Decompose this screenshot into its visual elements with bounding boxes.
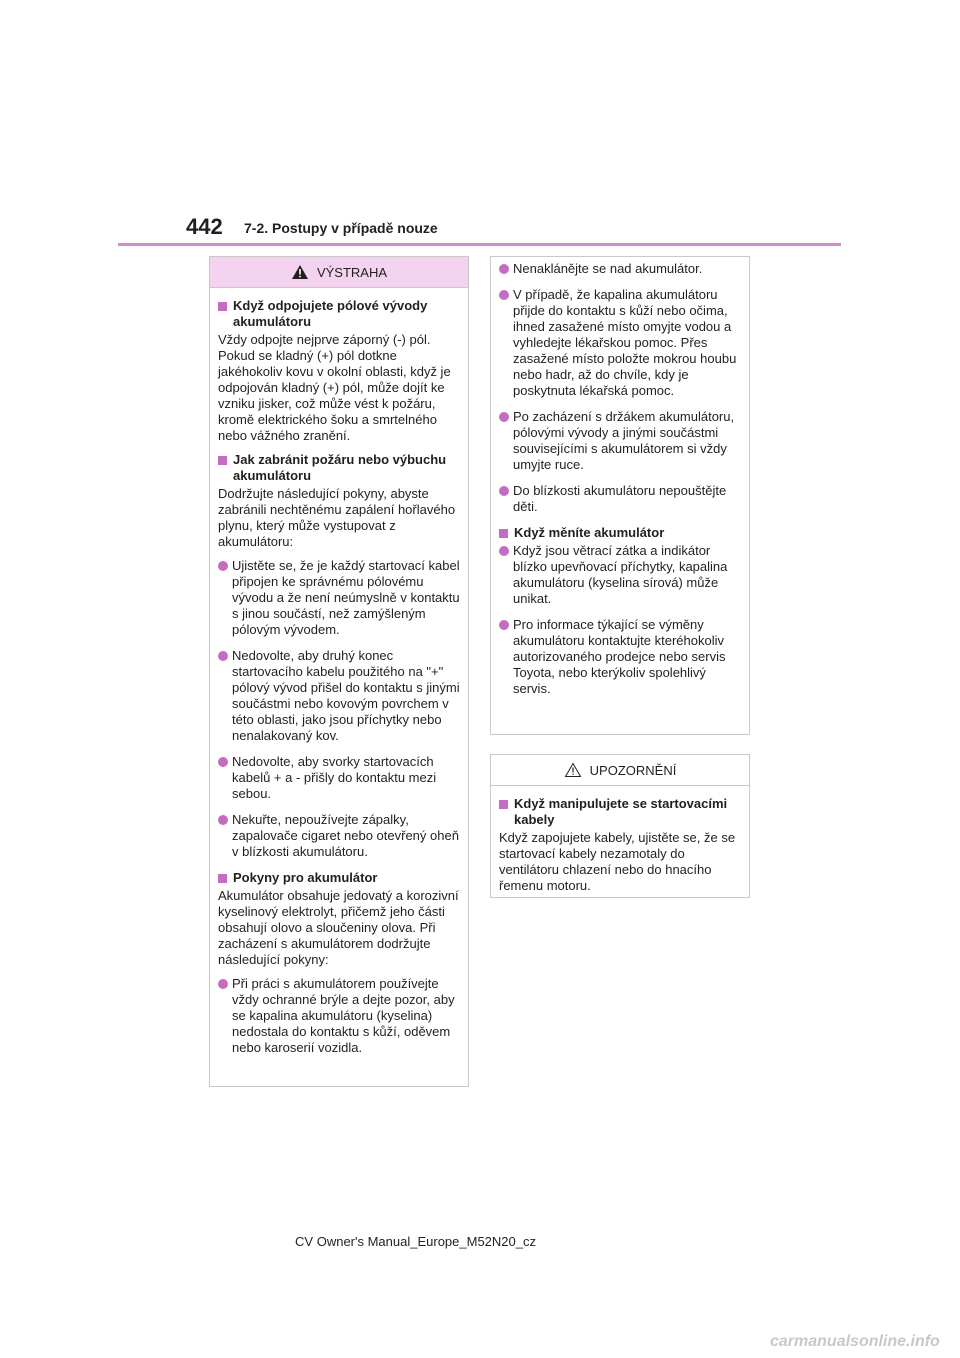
dot-bullet-icon: [218, 561, 228, 571]
warning-continued-box: [490, 256, 750, 735]
notice-paragraph: Když zapojujete kabely, ujistěte se, že se startovací kabely nezamotaly do ventilátoru chlazení nebo do hnacího řemenu motoru.: [499, 830, 736, 893]
square-bullet-icon: [218, 456, 227, 465]
warning-section-heading: Pokyny pro akumulátor: [218, 870, 461, 886]
list-item: Nedovolte, aby svorky startovacích kabelů + a - přišly do kontaktu mezi sebou.: [218, 754, 461, 802]
list-item: V případě, že kapalina akumulátoru přijde do kontaktu s kůží nebo očima, ihned zasažené místo omyjte vodou a vyhledejte lékařskou pomoc. Přes zasažené místo položte mokrou houbu nebo hadr, až do chvíle, kdy je poskytnuta lékařská pomoc.: [499, 287, 742, 399]
dot-bullet-icon: [499, 412, 509, 422]
dot-bullet-icon: [218, 979, 228, 989]
list-item: Nekuřte, nepoužívejte zápalky, zapalovače cigaret nebo otevřený oheň v blízkosti akumulátoru.: [218, 812, 461, 860]
list-item: Ujistěte se, že je každý startovací kabel připojen ke správnému pólovému vývodu a že není neúmyslně v kontaktu s jinou součástí, než zamýšleným pólovým vývodem.: [218, 558, 461, 638]
square-bullet-icon: [218, 874, 227, 883]
list-item: Pro informace týkající se výměny akumulátoru kontaktujte kteréhokoliv autorizovaného prodejce nebo servis Toyota, nebo kterýkoliv spolehlivý servis.: [499, 617, 742, 697]
list-item: Při práci s akumulátorem používejte vždy ochranné brýle a dejte pozor, aby se kapalina akumulátoru (kyselina) nedostala do kontaktu s kůží, oděvem nebo karoserií vozidla.: [218, 976, 461, 1056]
square-bullet-icon: [499, 529, 508, 538]
square-bullet-icon: [499, 800, 508, 809]
notice-body: [491, 786, 749, 894]
notice-title: UPOZORNĚNÍ: [589, 762, 677, 778]
warning-paragraph: Dodržujte následující pokyny, abyste zabránili nechtěnému zapálení hořlavého plynu, který může vystupovat z akumulátoru:: [218, 486, 456, 549]
list-item: Po zacházení s držákem akumulátoru, pólovými vývody a jinými součástmi souvisejícími s akumulátorem si vždy umyjte ruce.: [499, 409, 742, 473]
dot-bullet-icon: [499, 290, 509, 300]
warning-paragraph: Vždy odpojte nejprve záporný (-) pól. Pokud se kladný (+) pól dotkne jakéhokoliv kovu v okolní oblasti, když je odpojován kladný (+) pól, může dojít ke vzniku jisker, což může vést k požáru, kromě elektrického šoku a smrtelného nebo vážného zranění.: [218, 332, 451, 443]
square-bullet-icon: [218, 302, 227, 311]
dot-bullet-icon: [218, 651, 228, 661]
dot-bullet-icon: [499, 620, 509, 630]
warning-body: [210, 288, 468, 1056]
dot-bullet-icon: [499, 486, 509, 496]
footer-text: CV Owner's Manual_Europe_M52N20_cz: [295, 1234, 536, 1249]
list-item: Nedovolte, aby druhý konec startovacího kabelu použitého na "+" pólový vývod přišel do kontaktu s jinými součástmi nebo kovovým povrchem v této oblasti, jako jsou příchytky nebo nenalakovaný kov.: [218, 648, 461, 744]
notice-section-heading: Když manipulujete se startovacími kabely: [499, 796, 742, 828]
notice-box: [490, 754, 750, 898]
dot-bullet-icon: [218, 757, 228, 767]
list-item: Když jsou větrací zátka a indikátor blízko upevňovací příchytky, kapalina akumulátoru (kyselina sírová) může unikat.: [499, 543, 742, 607]
warning-triangle-icon: [291, 264, 309, 280]
dot-bullet-icon: [499, 264, 509, 274]
section-title: 7-2. Postupy v případě nouze: [244, 220, 438, 236]
warning-section-heading: Jak zabránit požáru nebo výbuchu akumulátoru: [218, 452, 461, 484]
warning-header: [210, 257, 468, 288]
list-item: Do blízkosti akumulátoru nepouštějte děti.: [499, 483, 742, 515]
warning-title: VÝSTRAHA: [316, 264, 388, 280]
warning-section-heading: Když odpojujete pólové vývody akumulátoru: [218, 298, 461, 330]
notice-header: [491, 755, 749, 786]
header-rule: [118, 243, 841, 246]
warning-box: [209, 256, 469, 1087]
dot-bullet-icon: [218, 815, 228, 825]
page-number: 442: [186, 214, 223, 239]
warning-continued-body: [491, 257, 749, 697]
warning-paragraph: Akumulátor obsahuje jedovatý a korozivní kyselinový elektrolyt, přičemž jeho části obsahují olovo a sloučeniny olova. Při zacházení s akumulátorem dodržujte následující pokyny:: [218, 888, 459, 967]
warning-section-heading: Když měníte akumulátor: [499, 525, 742, 541]
list-item: Nenaklánějte se nad akumulátor.: [499, 261, 742, 277]
caution-triangle-icon: [564, 762, 582, 778]
dot-bullet-icon: [499, 546, 509, 556]
watermark: carmanualsonline.info: [770, 1333, 940, 1350]
